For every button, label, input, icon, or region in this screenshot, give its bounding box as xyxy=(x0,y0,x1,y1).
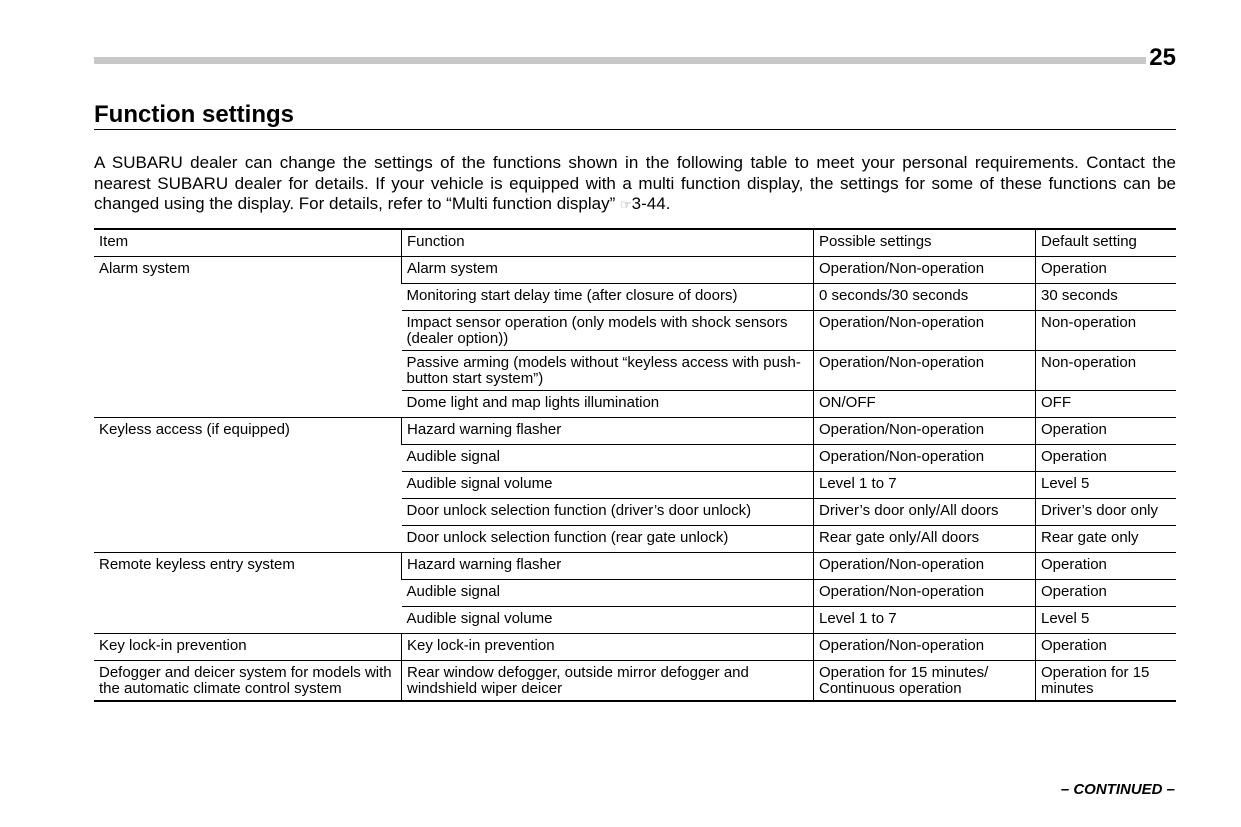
table-header-row xyxy=(94,229,1176,257)
function-settings-table xyxy=(94,228,1176,702)
possible-settings-cell: Rear gate only/All doors xyxy=(814,526,1036,553)
possible-settings-cell: Level 1 to 7 xyxy=(814,472,1036,499)
possible-settings-cell: Operation/Non-operation xyxy=(814,553,1036,580)
page-reference-link[interactable]: 3-44. xyxy=(631,194,671,213)
default-setting-cell: Operation xyxy=(1036,257,1177,284)
intro-paragraph xyxy=(94,153,1176,216)
table-row xyxy=(94,257,1176,284)
function-cell: Passive arming (models without “keyless access with push-button start system”) xyxy=(402,351,814,391)
header-default-setting: Default setting xyxy=(1036,229,1177,257)
default-setting-cell: Operation xyxy=(1036,418,1177,445)
function-cell: Audible signal xyxy=(402,445,814,472)
function-cell: Alarm system xyxy=(402,257,814,284)
item-cell: Defogger and deicer system for models with the automatic climate control system xyxy=(94,661,402,702)
possible-settings-cell: Level 1 to 7 xyxy=(814,607,1036,634)
possible-settings-cell: Operation/Non-operation xyxy=(814,311,1036,351)
function-cell: Monitoring start delay time (after closure of doors) xyxy=(402,284,814,311)
function-cell: Audible signal volume xyxy=(402,472,814,499)
table-row xyxy=(94,661,1176,702)
default-setting-cell: 30 seconds xyxy=(1036,284,1177,311)
function-cell: Audible signal xyxy=(402,580,814,607)
possible-settings-cell: Operation for 15 minutes/ Continuous operation xyxy=(814,661,1036,702)
default-setting-cell: Level 5 xyxy=(1036,472,1177,499)
header-item: Item xyxy=(94,229,402,257)
section-title: Function settings xyxy=(94,101,294,128)
possible-settings-cell: Operation/Non-operation xyxy=(814,418,1036,445)
default-setting-cell: Operation for 15 minutes xyxy=(1036,661,1177,702)
default-setting-cell: Rear gate only xyxy=(1036,526,1177,553)
function-cell: Dome light and map lights illumination xyxy=(402,391,814,418)
intro-text: A SUBARU dealer can change the settings of the functions shown in the following table to meet your personal requirements. Contact the nearest SUBARU dealer for details. If your vehicle is equipped with a multi function display, the settings for some of these functions can be changed using the display. For details, refer to “Multi function display” xyxy=(94,153,1176,213)
table-row xyxy=(94,634,1176,661)
function-cell: Hazard warning flasher xyxy=(402,418,814,445)
function-cell: Audible signal volume xyxy=(402,607,814,634)
function-cell: Key lock-in prevention xyxy=(402,634,814,661)
function-cell: Door unlock selection function (driver’s door unlock) xyxy=(402,499,814,526)
function-cell: Door unlock selection function (rear gate unlock) xyxy=(402,526,814,553)
default-setting-cell: OFF xyxy=(1036,391,1177,418)
table-row xyxy=(94,418,1176,445)
default-setting-cell: Level 5 xyxy=(1036,607,1177,634)
function-cell: Rear window defogger, outside mirror defogger and windshield wiper deicer xyxy=(402,661,814,702)
possible-settings-cell: Operation/Non-operation xyxy=(814,351,1036,391)
default-setting-cell: Operation xyxy=(1036,445,1177,472)
default-setting-cell: Driver’s door only xyxy=(1036,499,1177,526)
item-cell: Key lock-in prevention xyxy=(94,634,402,661)
possible-settings-cell: Operation/Non-operation xyxy=(814,445,1036,472)
pointing-hand-icon: ☞ xyxy=(620,197,632,212)
page-number: 25 xyxy=(1149,44,1176,71)
default-setting-cell: Operation xyxy=(1036,580,1177,607)
possible-settings-cell: 0 seconds/30 seconds xyxy=(814,284,1036,311)
title-rule xyxy=(94,129,1176,130)
header-function: Function xyxy=(402,229,814,257)
possible-settings-cell: Operation/Non-operation xyxy=(814,634,1036,661)
default-setting-cell: Non-operation xyxy=(1036,311,1177,351)
default-setting-cell: Operation xyxy=(1036,553,1177,580)
item-cell: Alarm system xyxy=(94,257,402,418)
header-rule xyxy=(94,57,1146,64)
possible-settings-cell: Operation/Non-operation xyxy=(814,580,1036,607)
default-setting-cell: Non-operation xyxy=(1036,351,1177,391)
item-cell: Keyless access (if equipped) xyxy=(94,418,402,553)
header-possible-settings: Possible settings xyxy=(814,229,1036,257)
item-cell: Remote keyless entry system xyxy=(94,553,402,634)
possible-settings-cell: Operation/Non-operation xyxy=(814,257,1036,284)
function-cell: Impact sensor operation (only models with shock sensors (dealer option)) xyxy=(402,311,814,351)
continued-label: – CONTINUED – xyxy=(1060,781,1175,798)
possible-settings-cell: ON/OFF xyxy=(814,391,1036,418)
function-cell: Hazard warning flasher xyxy=(402,553,814,580)
possible-settings-cell: Driver’s door only/All doors xyxy=(814,499,1036,526)
default-setting-cell: Operation xyxy=(1036,634,1177,661)
table-row xyxy=(94,553,1176,580)
